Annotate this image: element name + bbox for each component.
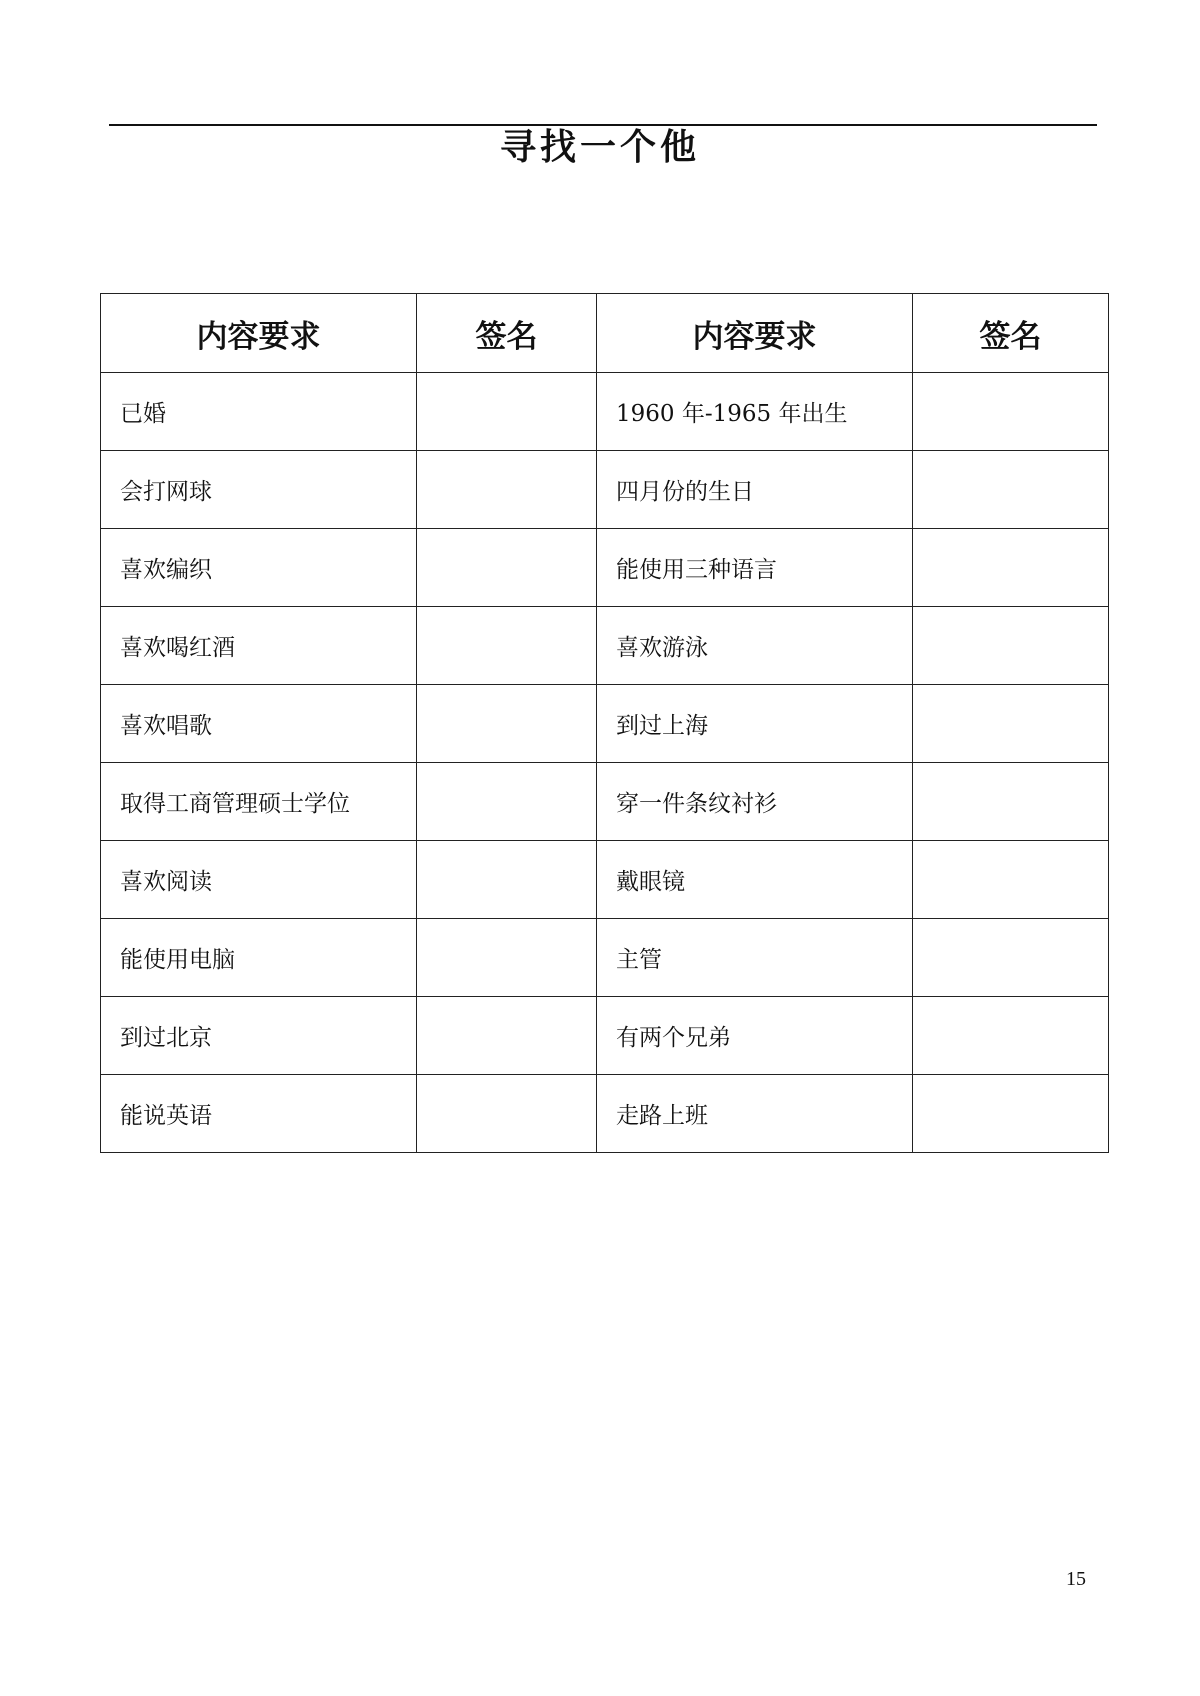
table-row bbox=[101, 919, 1109, 997]
table-row bbox=[101, 607, 1109, 685]
table-header-row bbox=[101, 294, 1109, 373]
signature-cell[interactable] bbox=[417, 451, 597, 529]
requirement-cell: 喜欢阅读 bbox=[101, 841, 417, 919]
signature-cell[interactable] bbox=[913, 841, 1109, 919]
signature-cell[interactable] bbox=[417, 841, 597, 919]
signature-cell[interactable] bbox=[417, 529, 597, 607]
page-number: 15 bbox=[1066, 1568, 1086, 1590]
requirement-cell: 喜欢游泳 bbox=[597, 607, 913, 685]
requirement-cell: 取得工商管理硕士学位 bbox=[101, 763, 417, 841]
requirement-cell: 主管 bbox=[597, 919, 913, 997]
signature-cell[interactable] bbox=[913, 451, 1109, 529]
table-row bbox=[101, 451, 1109, 529]
requirement-cell: 戴眼镜 bbox=[597, 841, 913, 919]
signature-cell[interactable] bbox=[913, 685, 1109, 763]
header-content-requirement-right: 内容要求 bbox=[597, 294, 913, 373]
requirement-cell: 喜欢喝红酒 bbox=[101, 607, 417, 685]
requirement-cell: 喜欢编织 bbox=[101, 529, 417, 607]
signature-cell[interactable] bbox=[417, 919, 597, 997]
requirement-cell: 会打网球 bbox=[101, 451, 417, 529]
requirement-cell: 穿一件条纹衬衫 bbox=[597, 763, 913, 841]
header-signature-right: 签名 bbox=[913, 294, 1109, 373]
requirement-cell: 能使用三种语言 bbox=[597, 529, 913, 607]
table-row bbox=[101, 529, 1109, 607]
signature-cell[interactable] bbox=[417, 763, 597, 841]
requirement-cell: 能说英语 bbox=[101, 1075, 417, 1153]
table-row bbox=[101, 373, 1109, 451]
requirement-cell: 1960 年-1965 年出生 bbox=[597, 373, 913, 451]
signature-cell[interactable] bbox=[417, 997, 597, 1075]
header-content-requirement-left: 内容要求 bbox=[101, 294, 417, 373]
signature-cell[interactable] bbox=[913, 607, 1109, 685]
signature-cell[interactable] bbox=[913, 1075, 1109, 1153]
signature-cell[interactable] bbox=[913, 997, 1109, 1075]
table-row bbox=[101, 685, 1109, 763]
page-title: 寻找一个他 bbox=[499, 127, 700, 168]
requirement-cell: 四月份的生日 bbox=[597, 451, 913, 529]
signature-cell[interactable] bbox=[417, 607, 597, 685]
signature-cell[interactable] bbox=[913, 763, 1109, 841]
requirement-cell: 走路上班 bbox=[597, 1075, 913, 1153]
signature-cell[interactable] bbox=[417, 1075, 597, 1153]
signature-table bbox=[100, 293, 1109, 1153]
requirement-cell: 喜欢唱歌 bbox=[101, 685, 417, 763]
table-row bbox=[101, 841, 1109, 919]
table-row bbox=[101, 1075, 1109, 1153]
table-row bbox=[101, 997, 1109, 1075]
header-signature-left: 签名 bbox=[417, 294, 597, 373]
table-row bbox=[101, 763, 1109, 841]
requirement-cell: 到过上海 bbox=[597, 685, 913, 763]
signature-cell[interactable] bbox=[913, 529, 1109, 607]
signature-cell[interactable] bbox=[417, 373, 597, 451]
requirement-cell: 有两个兄弟 bbox=[597, 997, 913, 1075]
requirement-cell: 到过北京 bbox=[101, 997, 417, 1075]
signature-cell[interactable] bbox=[913, 919, 1109, 997]
requirement-cell: 已婚 bbox=[101, 373, 417, 451]
requirement-cell: 能使用电脑 bbox=[101, 919, 417, 997]
signature-cell[interactable] bbox=[913, 373, 1109, 451]
signature-cell[interactable] bbox=[417, 685, 597, 763]
